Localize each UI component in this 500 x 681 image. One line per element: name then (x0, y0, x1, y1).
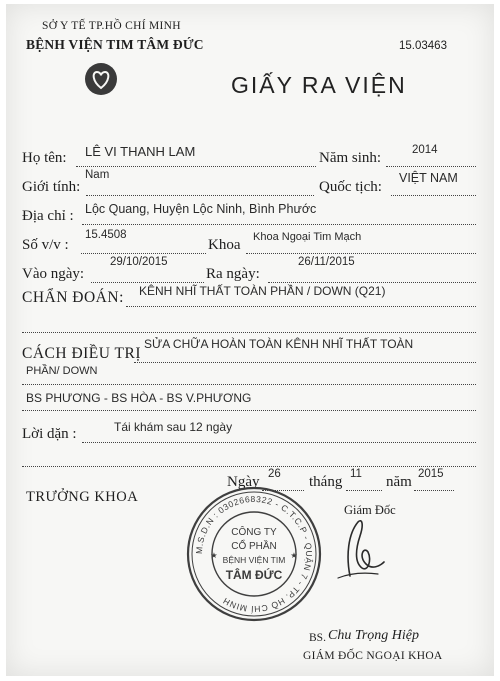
document-code: 15.03463 (399, 40, 447, 52)
name-label: Họ tên: (22, 150, 67, 166)
discharge-date: 26/11/2015 (298, 256, 355, 268)
stamp-line-3: BỆNH VIỆN TIM (222, 555, 286, 565)
diagnosis-value: KÊNH NHĨ THẤT TOÀN PHẦN / DOWN (Q21) (139, 284, 386, 298)
address-value: Lộc Quang, Huyện Lộc Ninh, Bình Phước (85, 202, 317, 216)
diagnosis-label: CHẨN ĐOÁN: (22, 289, 124, 306)
hospital-logo-icon (84, 62, 118, 101)
doctor-title: GIÁM ĐỐC NGOẠI KHOA (303, 650, 443, 662)
date-month-label: tháng (309, 474, 343, 490)
director-signature (328, 516, 388, 591)
doctors-list: BS PHƯƠNG - BS HÒA - BS V.PHƯƠNG (26, 391, 252, 405)
date-year: 2015 (418, 468, 444, 480)
date-day: 26 (268, 468, 281, 480)
stamp-line-4: TÂM ĐỨC (225, 568, 283, 582)
admission-label: Vào ngày: (22, 266, 85, 282)
stamp-star-icon: ★ (290, 551, 298, 560)
company-stamp (184, 484, 324, 629)
gender-value: Nam (85, 169, 110, 181)
treatment-line-2: PHẦN/ DOWN (26, 365, 98, 377)
hospital-name: BỆNH VIỆN TIM TÂM ĐỨC (26, 37, 204, 52)
birth-year-label: Năm sinh: (319, 150, 382, 166)
record-label: Số v/v : (22, 237, 69, 253)
doctor-name: Chu Trọng Hiệp (328, 628, 420, 643)
admission-date: 29/10/2015 (110, 256, 168, 268)
head-of-department-label: TRƯỞNG KHOA (26, 489, 139, 505)
treatment-label: CÁCH ĐIỀU TRỊ (22, 345, 142, 362)
record-number: 15.4508 (85, 229, 127, 241)
department-name: SỞ Y TẾ TP.HỒ CHÍ MINH (42, 20, 181, 32)
department-value: Khoa Ngoại Tim Mạch (253, 231, 362, 243)
stamp-star-icon: ★ (210, 551, 218, 560)
doctor-prefix: BS. (309, 632, 326, 644)
gender-label: Giới tính: (22, 179, 81, 195)
nationality-label: Quốc tịch: (319, 179, 382, 195)
date-month: 11 (350, 468, 362, 480)
stamp-line-2: CỔ PHẦN (231, 541, 277, 552)
nationality-value: VIỆT NAM (399, 171, 458, 185)
advice-label: Lời dặn : (22, 426, 77, 442)
discharge-label: Ra ngày: (206, 266, 260, 282)
treatment-line-1: SỬA CHỮA HOÀN TOÀN KÊNH NHĨ THẤT TOÀN (144, 337, 414, 351)
page-title: GIẤY RA VIỆN (231, 72, 407, 98)
date-year-label: năm (386, 474, 412, 490)
department-label: Khoa (208, 237, 241, 253)
patient-name: LÊ VI THANH LAM (85, 144, 196, 159)
address-label: Địa chỉ : (22, 208, 74, 224)
director-label: Giám Đốc (344, 503, 396, 517)
advice-value: Tái khám sau 12 ngày (114, 420, 233, 434)
discharge-paper (6, 4, 494, 676)
birth-year: 2014 (412, 144, 438, 156)
stamp-line-1: CÔNG TY (231, 527, 277, 538)
date-day-label: Ngày (227, 474, 260, 490)
stamp-ring-text: M.S.D.N : 0302668322 - C.T.C.P - QUẬN 7 - TP. HỒ CHÍ MINH (193, 493, 315, 615)
